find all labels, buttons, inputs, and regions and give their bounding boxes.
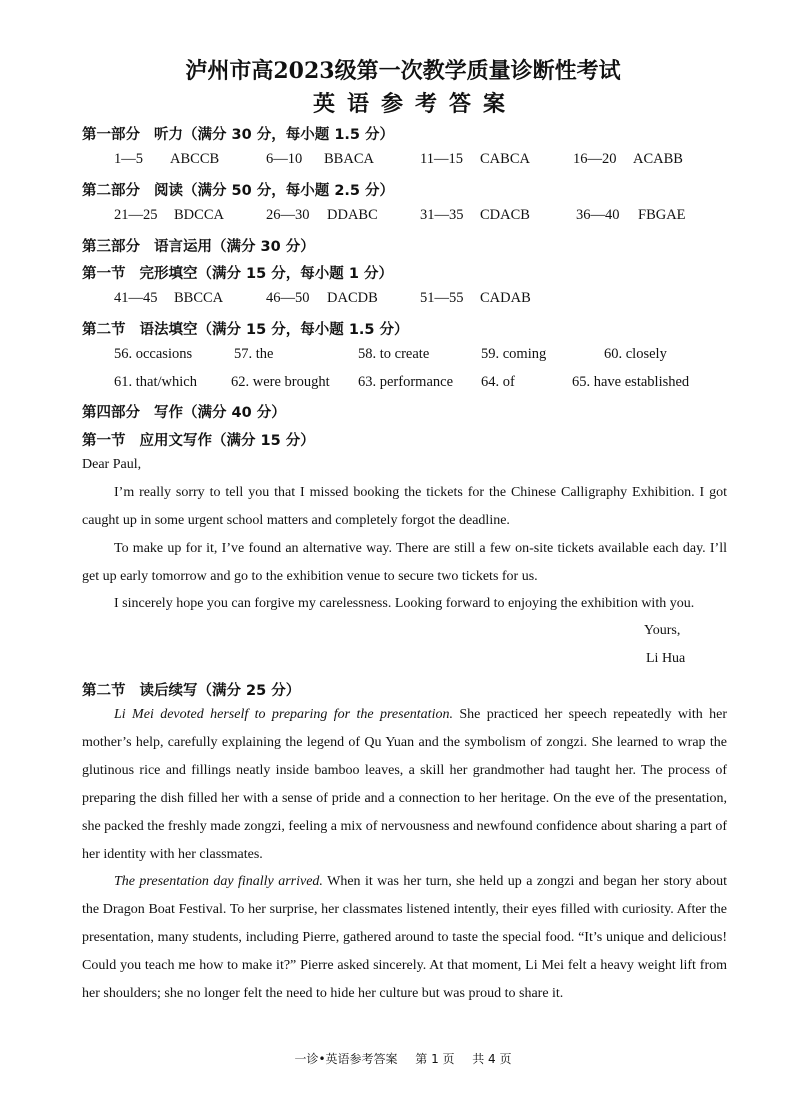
- part4-name: 第四部分: [82, 405, 140, 421]
- grammar-answer: 59. coming: [481, 346, 547, 362]
- continuation-lead-sentence: The presentation day finally arrived.: [114, 874, 323, 889]
- part2-heading: [82, 179, 394, 200]
- part3-section1-name: 第一节: [82, 266, 126, 282]
- answer-value: BBACA: [324, 151, 374, 167]
- grammar-answer: 62. were brought: [231, 374, 330, 390]
- page-title: 泸州市高2023级第一次教学质量诊断性考试: [185, 58, 621, 84]
- part3-heading: [82, 235, 315, 256]
- part3-desc: 语言运用（满分 30 分）: [154, 239, 315, 255]
- grammar-answer: 65. have established: [572, 374, 690, 390]
- part4-desc: 写作（满分 40 分）: [154, 405, 286, 421]
- grammar-answer: 63. performance: [358, 374, 454, 390]
- answer-range: 36—40: [576, 207, 620, 223]
- footer-total-number: 4: [488, 1052, 496, 1066]
- footer-total-suffix: 页: [499, 1052, 512, 1066]
- answer-value: FBGAE: [638, 207, 686, 223]
- part3-section1-heading: [82, 262, 393, 283]
- part1-heading: [82, 123, 394, 144]
- answer-value: BBCCA: [174, 290, 224, 306]
- grammar-answers-row1: [0, 346, 806, 366]
- answer-range: 41—45: [114, 290, 158, 306]
- part2-name: 第二部分: [82, 183, 140, 199]
- grammar-answer: 58. to create: [358, 346, 430, 362]
- part1-answers: [0, 151, 806, 171]
- grammar-answer: 64. of: [481, 374, 515, 390]
- part4-section1-name: 第一节: [82, 433, 126, 449]
- continuation-paragraph-2: [82, 868, 727, 1008]
- footer-exam: 一诊: [294, 1052, 319, 1066]
- letter-paragraph-2: To make up for it, I’ve found an alternative way. There are still a few on-site tickets available each day. I’ll get up early tomorrow and go to the exhibition venue to secure two tickets for us.: [82, 541, 727, 584]
- grammar-answer: 57. the: [234, 346, 274, 362]
- letter-signature: Li Hua: [646, 651, 686, 666]
- letter-greeting: Dear Paul,: [82, 457, 142, 472]
- answer-value: ABCCB: [170, 151, 220, 167]
- grammar-answers-row2: [0, 374, 806, 394]
- answer-range: 1—5: [114, 151, 143, 167]
- part2-desc: 阅读（满分 50 分，每小题 2.5 分）: [154, 183, 395, 199]
- continuation-body: When it was her turn, she held up a zongzi and began her story about the Dragon Boat Festival. To her surprise, her classmates listened intently, their eyes filled with curiosity. After the presentation, many students, including Pierre, gathered around to taste the special food. “It’s unique and delicious! Could you teach me how to make it?” Pierre asked sincerely. At that moment, Li Mei felt a heavy weight lift from her shoulders; she no longer felt the need to hide her culture but was proud to share it.: [82, 874, 727, 1001]
- part1-name: 第一部分: [82, 127, 140, 143]
- part3-section2-heading: [82, 318, 409, 339]
- footer-dot: •: [318, 1052, 326, 1066]
- answer-range: 6—10: [266, 151, 303, 167]
- page-footer: [0, 1050, 806, 1067]
- answer-range: 11—15: [420, 151, 463, 167]
- answer-range: 16—20: [573, 151, 617, 167]
- answer-range: 21—25: [114, 207, 158, 223]
- continuation-lead-sentence: Li Mei devoted herself to preparing for the presentation.: [114, 707, 453, 722]
- part3-section1-answers: [0, 290, 806, 310]
- part4-section2-heading: [82, 679, 300, 700]
- part4-section1-desc: 应用文写作（满分 15 分）: [139, 433, 315, 449]
- answer-value: BDCCA: [174, 207, 224, 223]
- page-subtitle: 英语参考答案: [312, 91, 517, 117]
- footer-page-suffix: 页: [442, 1052, 455, 1066]
- letter-closing: Yours,: [644, 623, 681, 638]
- part4-section1-heading: [82, 429, 315, 450]
- part1-desc: 听力（满分 30 分，每小题 1.5 分）: [154, 127, 395, 143]
- part3-section2-desc: 语法填空（满分 15 分，每小题 1.5 分）: [139, 322, 409, 338]
- answer-value: DDABC: [327, 207, 378, 223]
- answer-range: 51—55: [420, 290, 464, 306]
- letter-paragraph-3: I sincerely hope you can forgive my carelessness. Looking forward to enjoying the exhibition with you.: [114, 596, 695, 611]
- footer-page-number: 1: [431, 1052, 439, 1066]
- grammar-answer: 60. closely: [604, 346, 667, 362]
- grammar-answer: 61. that/which: [114, 374, 197, 390]
- continuation-paragraph-1: [82, 701, 727, 868]
- part4-section2-desc: 读后续写（满分 25 分）: [139, 683, 301, 699]
- part3-section2-name: 第二节: [82, 322, 126, 338]
- answer-range: 46—50: [266, 290, 310, 306]
- part4-heading: [82, 401, 286, 422]
- continuation-body: She practiced her speech repeatedly with her mother’s help, carefully explaining the legend of Qu Yuan and the symbolism of zongzi. She learned to wrap the glutinous rice and fillings neatly inside bamboo leaves, a skill her grandmother had taught her. The process of preparing the dish filled her with a sense of pride and a connection to her heritage. On the eve of the presentation, she packed the freshly made zongzi, feeling a mix of nervousness and newfound confidence about sharing a part of her identity with her classmates.: [82, 707, 727, 862]
- answer-value: CABCA: [480, 151, 530, 167]
- answer-value: ACABB: [633, 151, 683, 167]
- footer-label: 英语参考答案: [325, 1052, 398, 1066]
- part2-answers: [0, 207, 806, 227]
- answer-value: CDACB: [480, 207, 530, 223]
- answer-value: CADAB: [480, 290, 531, 306]
- footer-total-prefix: 共: [472, 1052, 485, 1066]
- answer-value: DACDB: [327, 290, 378, 306]
- part3-section1-desc: 完形填空（满分 15 分，每小题 1 分）: [139, 266, 393, 282]
- grammar-answer: 56. occasions: [114, 346, 193, 362]
- answer-range: 31—35: [420, 207, 464, 223]
- answer-range: 26—30: [266, 207, 310, 223]
- letter-paragraph-1: I’m really sorry to tell you that I missed booking the tickets for the Chinese Calligraphy Exhibition. I got caught up in some urgent school matters and completely forgot the deadline.: [82, 485, 727, 528]
- footer-page-prefix: 第: [415, 1052, 428, 1066]
- part3-name: 第三部分: [82, 239, 140, 255]
- part4-section2-name: 第二节: [82, 683, 126, 699]
